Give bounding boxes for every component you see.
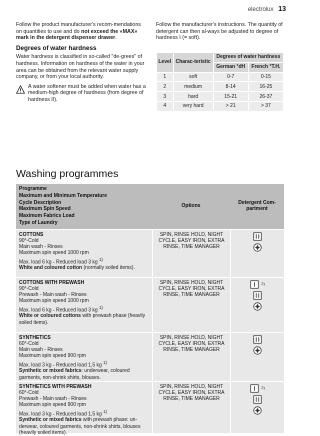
water-hardness-paragraph: Water hardness is classified in so-called "de-grees" of hardness. Information on hardness of the water in your area can be obtained from the relevant water supply company, or from your local authority.: [16, 54, 145, 81]
right-column: [156, 22, 284, 45]
table-row: 3 hard 15-21 26-37: [157, 92, 284, 102]
page-header: [248, 6, 286, 13]
table-row: 2 medium 8-14 16-25: [157, 82, 284, 92]
fabric-softener-icon: [253, 346, 262, 355]
header-level: Level: [157, 53, 174, 73]
warning-triangle-icon: [16, 85, 25, 94]
left-column: [16, 22, 148, 104]
detergent-main-wash-icon: [253, 232, 262, 241]
water-hardness-heading: Degrees of water hardness: [16, 44, 97, 52]
softener-note: [16, 84, 148, 104]
programme-name: SYNTHETICS: [19, 334, 51, 341]
section-title: Washing programmes: [16, 168, 119, 180]
detergent-compartments: [230, 333, 284, 381]
programme-name: COTTONS: [19, 231, 44, 238]
programme-options: SPIN, RINSE HOLD, NIGHT CYCLE, EASY IRON, EXTRA RINSE, TIME MANAGER: [152, 278, 230, 332]
softener-note-text: A water softener must be added when water has a medium-high degree of hardness (from degree of hardness II).: [28, 83, 146, 103]
programme-options: SPIN, RINSE HOLD, NIGHT CYCLE, EASY IRON, EXTRA RINSE, TIME MANAGER: [152, 382, 230, 433]
page-number: 13: [278, 6, 286, 13]
header-french: French °T.H.: [248, 62, 283, 72]
brand-name: electrolux: [247, 7, 274, 13]
header-options: Options: [181, 203, 201, 210]
detergent-compartments: [230, 230, 284, 277]
fabric-softener-icon: [253, 406, 262, 415]
water-hardness-table: [156, 52, 284, 112]
programmes-table: [16, 184, 284, 434]
fabric-softener-icon: [253, 302, 262, 311]
programmes-header-row: [16, 184, 284, 230]
table-row: COTTONS 90°-Cold Main wash - Rinses Maximum spin speed 1000 rpm Max. load 6 kg - Reduced load 3 kg $^{1)}$ White and coloured cotton (normally soiled items). SPIN, RINSE HOLD, NIGHT CYCLE, EASY IRON, EXTRA RINSE, TIME MANAGER: [16, 230, 284, 278]
programme-options: SPIN, RINSE HOLD, NIGHT CYCLE, EASY IRON, EXTRA RINSE, TIME MANAGER: [152, 230, 230, 277]
table-row: 1 soft 0-7 0-15: [157, 72, 284, 82]
detergent-main-wash-icon: [253, 335, 262, 344]
programme-options: SPIN, RINSE HOLD, NIGHT CYCLE, EASY IRON, EXTRA RINSE, TIME MANAGER: [152, 333, 230, 381]
detergent-main-wash-icon: [253, 291, 262, 300]
table-row: SYNTHETICS 60°-Cold Main wash - Rinses Maximum spin speed 900 rpm Max. load 3 kg - Reduced load 1,5 kg $^{1)}$ Synthetic or mixed fabrics: underwear, coloured garments, non-shrink shirts, blouses. SPIN, RINSE HOLD, NIGHT CYCLE, EASY IRON, EXTRA RINSE, TIME MANAGER: [16, 333, 284, 382]
detergent-main-wash-icon: [253, 395, 262, 404]
detergent-quantity-paragraph: Follow the product manufacturer's recom-mendations on quantities to use and do not exceed the «MAX» mark in the detergent dispenser drawer.: [16, 22, 141, 42]
header-programme-col: Programme Maximum and Minimum Temperature Cycle Description Maximum Spin Speed Maximum Fabrics Load Type of Laundry: [19, 186, 107, 226]
header-detergent: Detergent Com-partment: [238, 200, 276, 213]
table-row: COTTONS WITH PREWASH 90°-Cold Prewash - Main wash - Rinses Maximum spin speed 1000 rpm Max. load 6 kg - Reduced load 3 kg $^{1)}$ White or coloured cottons with prewash phase (heavily soiled items). SPIN, RINSE HOLD, NIGHT CYCLE, EASY IRON, EXTRA RINSE, TIME MANAGER 2): [16, 278, 284, 333]
programme-name: SYNTHETICS WITH PREWASH: [19, 383, 92, 390]
fabric-softener-icon: [253, 243, 262, 252]
table-row: 4 very hard > 21 > 37: [157, 101, 284, 111]
detergent-prewash-icon: [250, 384, 259, 393]
manufacturer-instructions-paragraph: Follow the manufacturer's instructions. The quantity of detergent can then al-ways be adjusted to degree of hardness I (= soft).: [156, 22, 283, 42]
detergent-compartments: 2): [230, 382, 284, 433]
header-characteristic: Charac-teristic: [173, 53, 213, 73]
table-row: SYNTHETICS WITH PREWASH 60°-Cold Prewash - Main wash - Rinses Maximum spin speed 900 rpm Max. load 3 kg - Reduced load 1,5 kg $^{1)}$ Synthetic or mixed fabrics with prewash phase: un-derwear, coloured garments, non-shrink shirts, blouses (heavily soiled items). SPIN, RINSE HOLD, NIGHT CYCLE, EASY IRON, EXTRA RINSE, TIME MANAGER 2): [16, 382, 284, 434]
programme-name: COTTONS WITH PREWASH: [19, 279, 85, 286]
detergent-prewash-icon: [250, 280, 259, 289]
header-degrees: Degrees of water hardness: [213, 53, 283, 63]
header-german: German °dH: [213, 62, 248, 72]
detergent-compartments: 2): [230, 278, 284, 332]
